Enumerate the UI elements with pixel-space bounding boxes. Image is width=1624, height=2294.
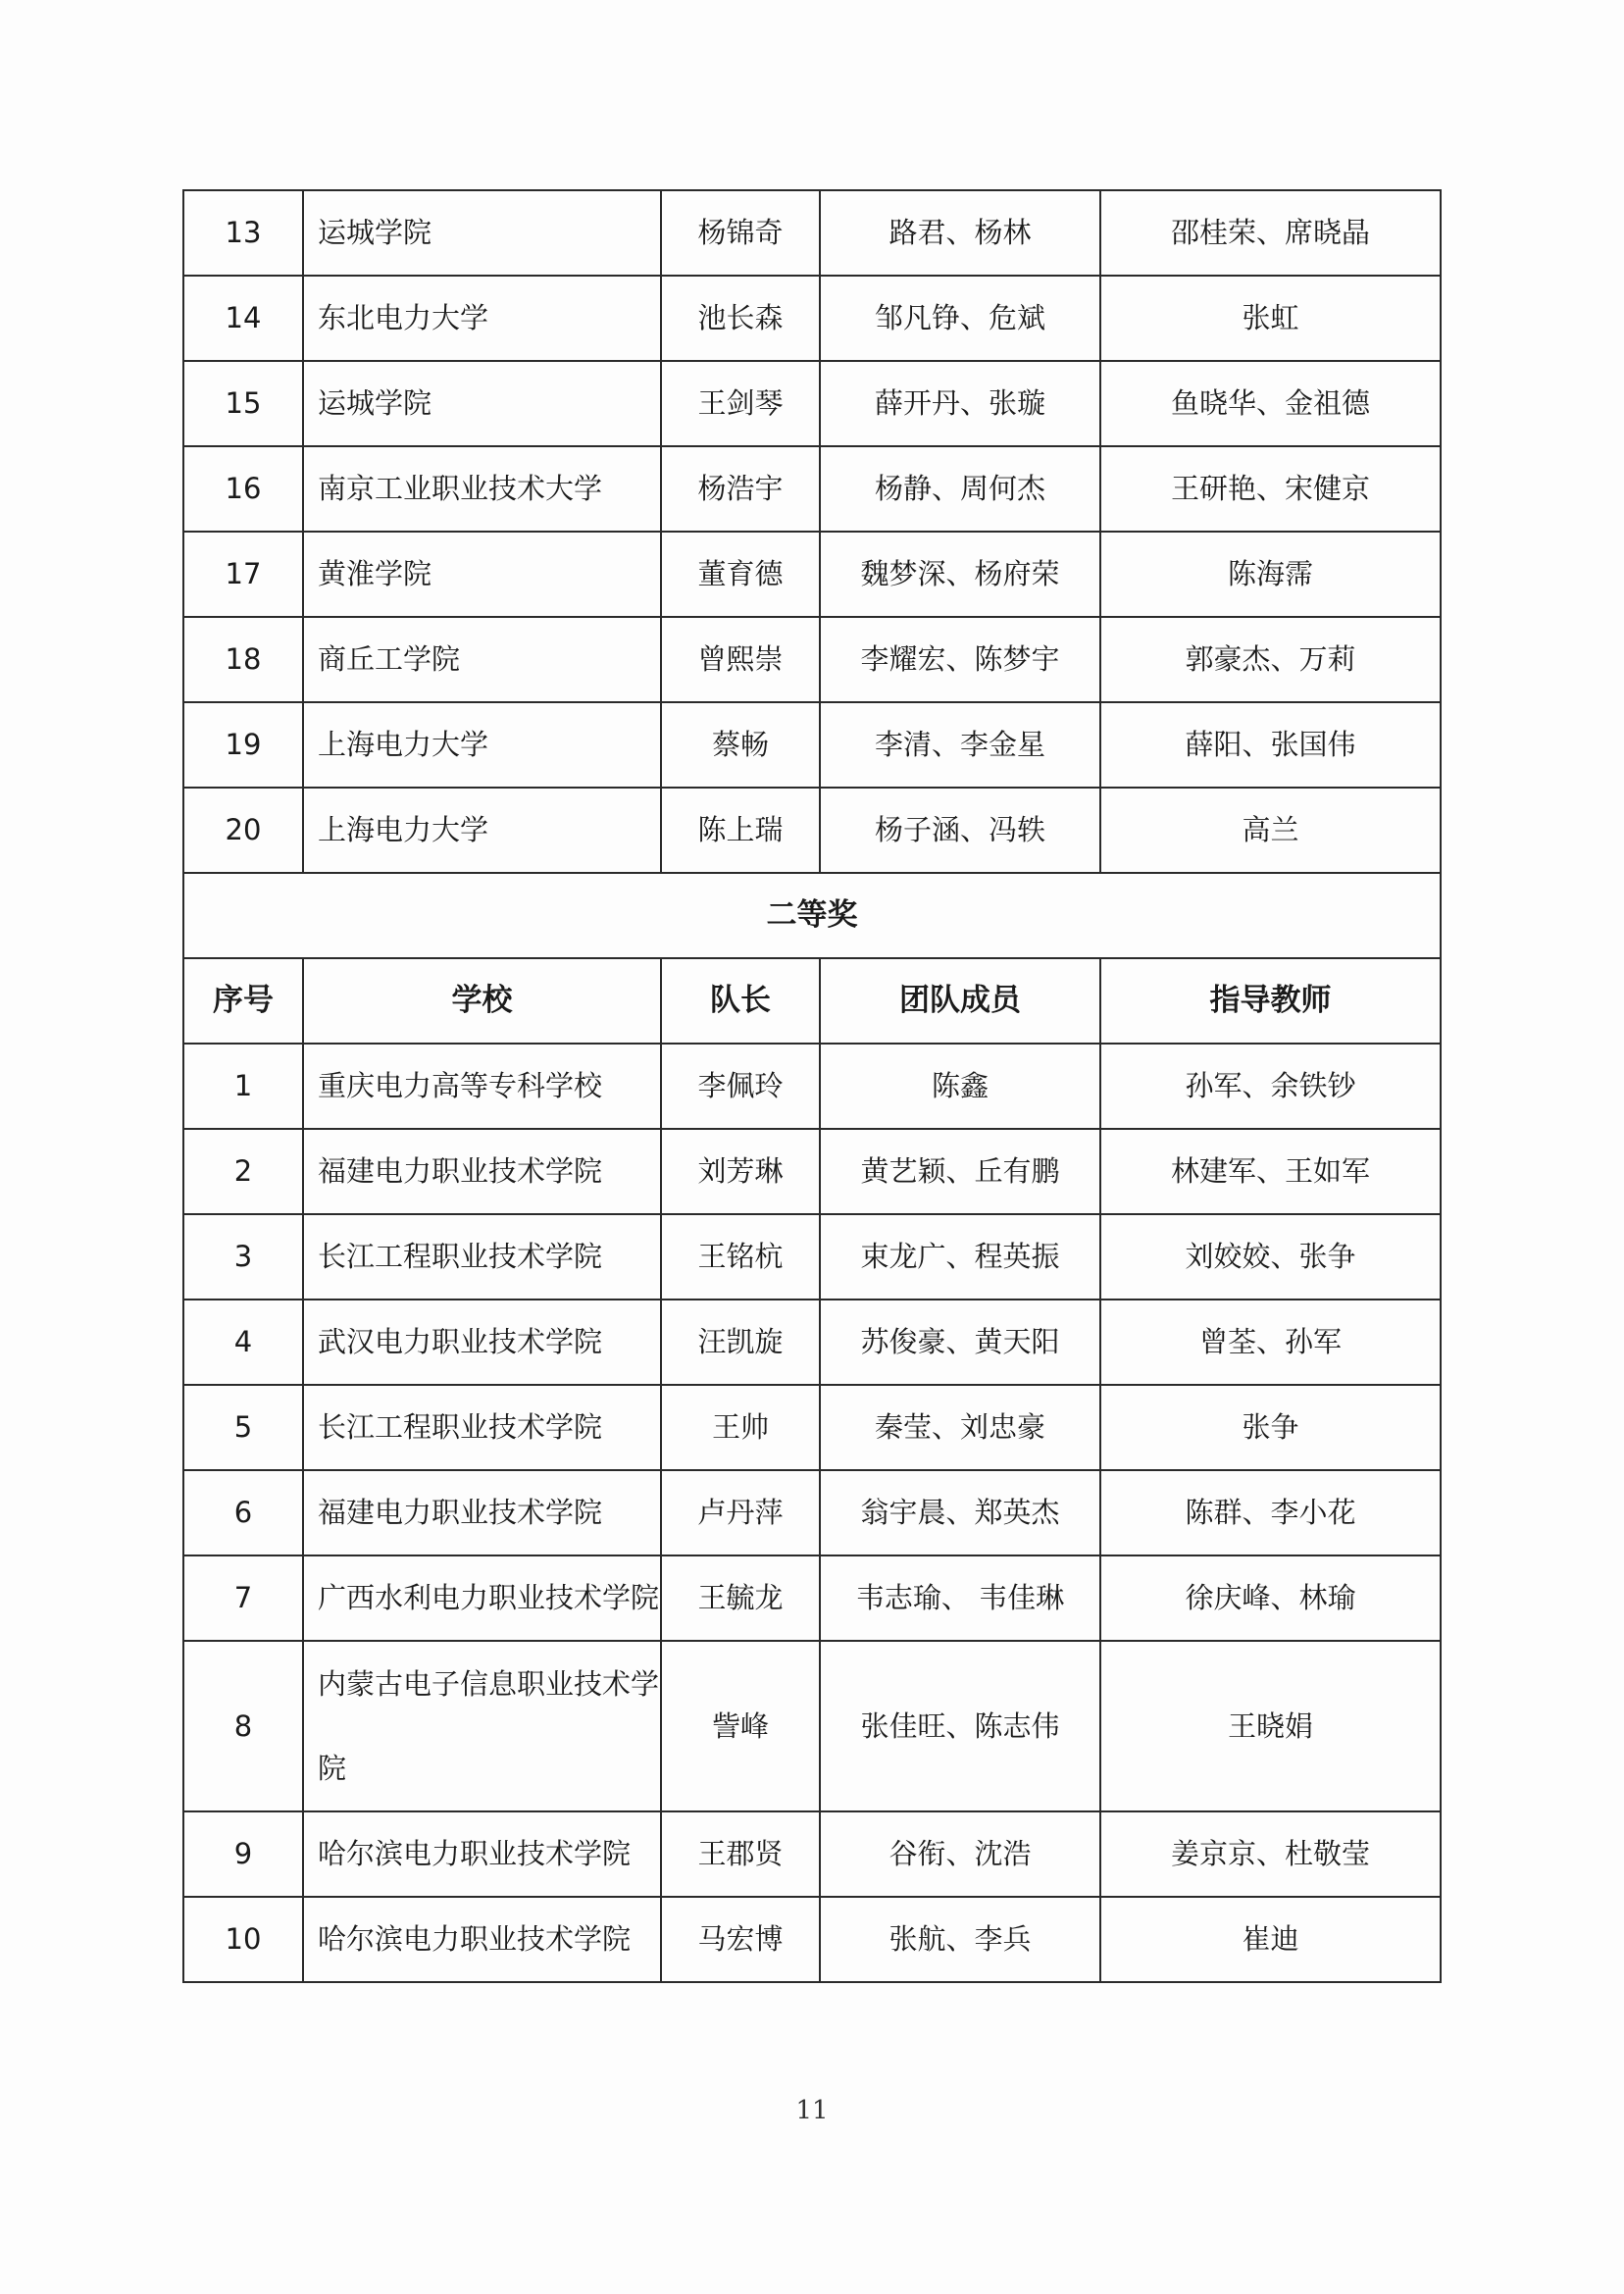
table-row (183, 702, 1441, 788)
school-cell: 哈尔滨电力职业技术学院 (303, 1897, 661, 1982)
column-header-leader: 队长 (661, 958, 820, 1044)
awards-table (182, 189, 1442, 1983)
members-cell: 张佳旺、陈志伟 (820, 1641, 1100, 1811)
leader-cell: 董育德 (661, 532, 820, 617)
row-number: 13 (183, 190, 303, 276)
school-cell: 武汉电力职业技术学院 (303, 1300, 661, 1385)
page-number: 11 (795, 2096, 829, 2125)
row-number: 3 (183, 1214, 303, 1300)
advisors-cell: 林建军、王如军 (1100, 1129, 1441, 1214)
leader-cell: 王铭杭 (661, 1214, 820, 1300)
school-cell: 重庆电力高等专科学校 (303, 1044, 661, 1129)
table-row (183, 1044, 1441, 1129)
members-cell: 陈鑫 (820, 1044, 1100, 1129)
table-row (183, 1811, 1441, 1897)
column-header-members: 团队成员 (820, 958, 1100, 1044)
table-header-row (183, 958, 1441, 1044)
members-cell: 薛开丹、张璇 (820, 361, 1100, 446)
section-title: 二等奖 (183, 873, 1441, 958)
column-header-school: 学校 (303, 958, 661, 1044)
table-row (183, 788, 1441, 873)
table-row (183, 1129, 1441, 1214)
row-number: 10 (183, 1897, 303, 1982)
row-number: 4 (183, 1300, 303, 1385)
table-row (183, 532, 1441, 617)
row-number: 1 (183, 1044, 303, 1129)
members-cell: 邹凡铮、危斌 (820, 276, 1100, 361)
leader-cell: 汪凯旋 (661, 1300, 820, 1385)
leader-cell: 蔡畅 (661, 702, 820, 788)
advisors-cell: 王晓娟 (1100, 1641, 1441, 1811)
table-row (183, 1555, 1441, 1641)
school-cell: 上海电力大学 (303, 702, 661, 788)
members-cell: 李耀宏、陈梦宇 (820, 617, 1100, 702)
members-cell: 韦志瑜、 韦佳琳 (820, 1555, 1100, 1641)
school-cell: 上海电力大学 (303, 788, 661, 873)
leader-cell: 池长森 (661, 276, 820, 361)
school-cell: 黄淮学院 (303, 532, 661, 617)
members-cell: 魏梦深、杨府荣 (820, 532, 1100, 617)
school-cell: 广西水利电力职业技术学院 (303, 1555, 661, 1641)
awards-table-body (183, 190, 1441, 1982)
advisors-cell: 王研艳、宋健京 (1100, 446, 1441, 532)
leader-cell: 王帅 (661, 1385, 820, 1470)
members-cell: 杨子涵、冯轶 (820, 788, 1100, 873)
school-cell: 长江工程职业技术学院 (303, 1385, 661, 1470)
row-number: 17 (183, 532, 303, 617)
row-number: 14 (183, 276, 303, 361)
members-cell: 束龙广、程英振 (820, 1214, 1100, 1300)
school-cell: 运城学院 (303, 361, 661, 446)
table-row (183, 617, 1441, 702)
advisors-cell: 陈群、李小花 (1100, 1470, 1441, 1555)
school-cell: 商丘工学院 (303, 617, 661, 702)
members-cell: 苏俊豪、黄天阳 (820, 1300, 1100, 1385)
row-number: 5 (183, 1385, 303, 1470)
row-number: 15 (183, 361, 303, 446)
advisors-cell: 崔迪 (1100, 1897, 1441, 1982)
leader-cell: 马宏博 (661, 1897, 820, 1982)
advisors-cell: 张争 (1100, 1385, 1441, 1470)
school-cell: 内蒙古电子信息职业技术学院 (303, 1641, 661, 1811)
advisors-cell: 姜京京、杜敬莹 (1100, 1811, 1441, 1897)
advisors-cell: 孙军、余铁钞 (1100, 1044, 1441, 1129)
table-row (183, 446, 1441, 532)
table-row (183, 1300, 1441, 1385)
section-row (183, 873, 1441, 958)
column-header-no: 序号 (183, 958, 303, 1044)
leader-cell: 王郡贤 (661, 1811, 820, 1897)
advisors-cell: 刘姣姣、张争 (1100, 1214, 1441, 1300)
row-number: 9 (183, 1811, 303, 1897)
row-number: 18 (183, 617, 303, 702)
row-number: 7 (183, 1555, 303, 1641)
advisors-cell: 张虹 (1100, 276, 1441, 361)
members-cell: 黄艺颖、丘有鹏 (820, 1129, 1100, 1214)
school-cell: 运城学院 (303, 190, 661, 276)
advisors-cell: 鱼晓华、金祖德 (1100, 361, 1441, 446)
school-cell: 福建电力职业技术学院 (303, 1129, 661, 1214)
table-row (183, 1214, 1441, 1300)
table-row (183, 1641, 1441, 1811)
advisors-cell: 郭豪杰、万莉 (1100, 617, 1441, 702)
row-number: 16 (183, 446, 303, 532)
leader-cell: 曾熙崇 (661, 617, 820, 702)
leader-cell: 刘芳琳 (661, 1129, 820, 1214)
leader-cell: 王毓龙 (661, 1555, 820, 1641)
table-row (183, 276, 1441, 361)
members-cell: 谷衔、沈浩 (820, 1811, 1100, 1897)
advisors-cell: 陈海霈 (1100, 532, 1441, 617)
column-header-advisors: 指导教师 (1100, 958, 1441, 1044)
table-row (183, 361, 1441, 446)
members-cell: 杨静、周何杰 (820, 446, 1100, 532)
advisors-cell: 邵桂荣、席晓晶 (1100, 190, 1441, 276)
members-cell: 秦莹、刘忠豪 (820, 1385, 1100, 1470)
leader-cell: 李佩玲 (661, 1044, 820, 1129)
school-cell: 东北电力大学 (303, 276, 661, 361)
members-cell: 李清、李金星 (820, 702, 1100, 788)
row-number: 8 (183, 1641, 303, 1811)
school-cell: 福建电力职业技术学院 (303, 1470, 661, 1555)
leader-cell: 卢丹萍 (661, 1470, 820, 1555)
row-number: 2 (183, 1129, 303, 1214)
advisors-cell: 高兰 (1100, 788, 1441, 873)
row-number: 19 (183, 702, 303, 788)
table-row (183, 1897, 1441, 1982)
row-number: 20 (183, 788, 303, 873)
leader-cell: 訾峰 (661, 1641, 820, 1811)
school-cell: 长江工程职业技术学院 (303, 1214, 661, 1300)
table-row (183, 1470, 1441, 1555)
row-number: 6 (183, 1470, 303, 1555)
school-cell: 南京工业职业技术大学 (303, 446, 661, 532)
advisors-cell: 薛阳、张国伟 (1100, 702, 1441, 788)
leader-cell: 陈上瑞 (661, 788, 820, 873)
advisors-cell: 徐庆峰、林瑜 (1100, 1555, 1441, 1641)
leader-cell: 杨浩宇 (661, 446, 820, 532)
members-cell: 路君、杨林 (820, 190, 1100, 276)
school-cell: 哈尔滨电力职业技术学院 (303, 1811, 661, 1897)
leader-cell: 王剑琴 (661, 361, 820, 446)
members-cell: 张航、李兵 (820, 1897, 1100, 1982)
table-row (183, 1385, 1441, 1470)
advisors-cell: 曾荃、孙军 (1100, 1300, 1441, 1385)
members-cell: 翁宇晨、郑英杰 (820, 1470, 1100, 1555)
table-row (183, 190, 1441, 276)
leader-cell: 杨锦奇 (661, 190, 820, 276)
